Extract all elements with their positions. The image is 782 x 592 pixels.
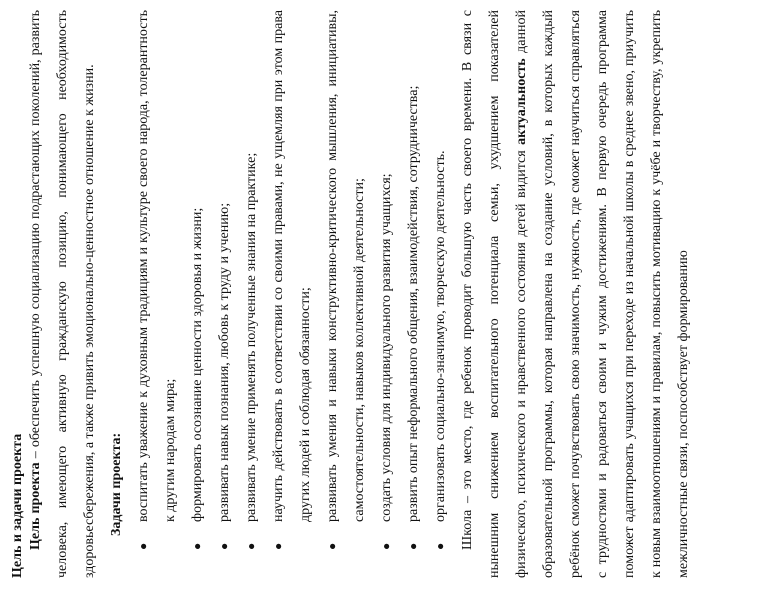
bullet-icon: ● — [406, 542, 420, 550]
school-lead: Школа – это место, где ребенок проводит большую часть своего времени. В связи с нынешним снижением воспитательного потенциала семьи, ухудшением показателей физического, психического и нравственного состояния детей видится — [460, 10, 529, 578]
goal-label: Цель проекта — [28, 462, 43, 550]
tasks-heading: Задачи проекта: — [109, 432, 124, 536]
bullet-icon: ● — [190, 542, 204, 550]
list-item: ● развивать умение применять полученные знания на практике; — [238, 10, 265, 578]
bullet-icon: ● — [433, 542, 447, 550]
bullet-icon: ● — [217, 542, 231, 550]
list-item: ● организовать социально-значимую, творческую деятельность. — [427, 10, 454, 578]
goal-paragraph — [22, 10, 103, 578]
bullet-icon: ● — [325, 542, 339, 550]
school-rest: данной образовательной программы, которая направлена на создание условий, в которых каждый ребёнок сможет почувствовать свою значимость, нужность, где сможет научиться справляться с трудностями и радоваться своим и чужим достижениям. В первую очередь программа поможет адаптировать учащихся при переходе из начальной школы в среднее звено, приучить к новым взаимоотношениям и правилам, повысить мотивацию к учёбе и творчеству, укрепить межличностные связи, поспособствует формированию — [514, 9, 691, 578]
list-item: ● воспитать уважение к духовным традициям и культуре своего народа, толерантность к другим народам мира; — [130, 10, 184, 578]
goal-text: – обеспечить успешную социализацию подрастающих поколений, развить человека, имеющего активную гражданскую позицию, понимающего необходимость здоровьесбережения, а также привить эмоционально-ценностное отношение к жизни. — [28, 9, 97, 578]
bullet-icon: ● — [136, 542, 150, 550]
relevance-label: актуальность — [514, 58, 529, 145]
bullet-icon: ● — [271, 542, 285, 550]
cut-off-heading: Цель и задачи проекта — [10, 433, 25, 578]
list-item: ● развить опыт неформального общения, взаимодействия, сотрудничества; — [400, 10, 427, 578]
school-paragraph — [454, 10, 697, 578]
bullet-icon: ● — [244, 542, 258, 550]
tasks-list — [130, 10, 454, 578]
bullet-icon: ● — [379, 542, 393, 550]
list-item: ● формировать осознание ценности здоровья и жизни; — [184, 10, 211, 578]
list-item: ● развивать навык познания, любовь к труду и учению; — [211, 10, 238, 578]
list-item: ● научить действовать в соответствии со своими правами, не ущемляя при этом права других людей и соблюдая обязанности; — [265, 10, 319, 578]
list-item: ● создать условия для индивидуального развития учащихся; — [373, 10, 400, 578]
list-item: ● развивать умения и навыки конструктивно-критического мышления, инициативы, самостоятельности, навыков коллективной деятельности; — [319, 10, 373, 578]
